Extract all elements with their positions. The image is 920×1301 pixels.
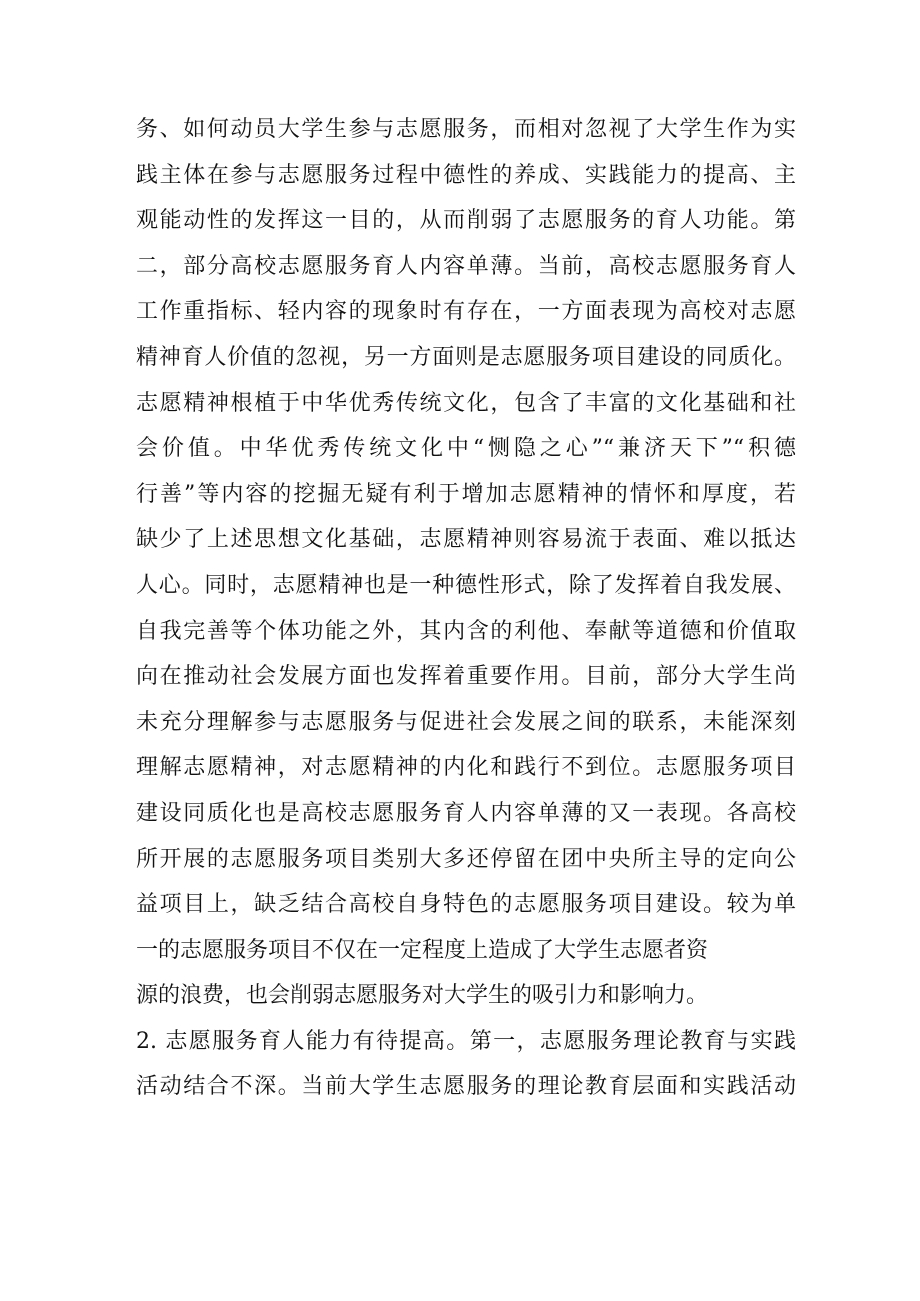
text-line: 人心。同时，志愿精神也是一种德性形式，除了发挥着自我发展、 — [136, 572, 796, 598]
text-line: 活动结合不深。当前大学生志愿服务的理论教育层面和实践活动 — [136, 1074, 796, 1100]
text-line: 益项目上，缺乏结合高校自身特色的志愿服务项目建设。较为单 — [136, 892, 796, 918]
section-heading-line: 2. 志愿服务育人能力有待提高。第一，志愿服务理论教育与实践 — [136, 1028, 796, 1054]
text-line: 务、如何动员大学生参与志愿服务，而相对忽视了大学生作为实 — [136, 117, 796, 142]
text-line: 践主体在参与志愿服务过程中德性的养成、实践能力的提高、主 — [136, 162, 796, 188]
text-line: 向在推动社会发展方面也发挥着重要作用。目前，部分大学生尚 — [136, 664, 796, 690]
text-line: 未充分理解参与志愿服务与促进社会发展之间的联系，未能深刻 — [136, 709, 796, 735]
text-line: 缺少了上述思想文化基础，志愿精神则容易流于表面、难以抵达 — [136, 527, 796, 553]
text-line: 自我完善等个体功能之外，其内含的利他、奉献等道德和价值取 — [136, 618, 796, 644]
paragraph-end-line: 源的浪费，也会削弱志愿服务对大学生的吸引力和影响力。 — [136, 983, 709, 1009]
text-line: 所开展的志愿服务项目类别大多还停留在团中央所主导的定向公 — [136, 846, 796, 872]
text-line: 建设同质化也是高校志愿服务育人内容单薄的又一表现。各高校 — [136, 800, 796, 826]
document-body — [136, 107, 796, 1110]
text-line: 志愿精神根植于中华优秀传统文化，包含了丰富的文化基础和社 — [136, 390, 796, 416]
text-line: 精神育人价值的忽视，另一方面则是志愿服务项目建设的同质化。 — [136, 344, 796, 370]
text-line: 一的志愿服务项目不仅在一定程度上造成了大学生志愿者资 — [136, 937, 709, 963]
text-line: 工作重指标、轻内容的现象时有存在，一方面表现为高校对志愿 — [136, 299, 796, 325]
text-line: 理解志愿精神，对志愿精神的内化和践行不到位。志愿服务项目 — [136, 755, 796, 781]
text-line: 会价值。中华优秀传统文化中“恻隐之心”“兼济天下”“积德 — [136, 436, 796, 462]
text-line: 观能动性的发挥这一目的，从而削弱了志愿服务的育人功能。第 — [136, 208, 796, 234]
text-line: 行善”等内容的挖掘无疑有利于增加志愿精神的情怀和厚度，若 — [136, 481, 796, 507]
text-line: 二，部分高校志愿服务育人内容单薄。当前，高校志愿服务育人 — [136, 253, 796, 279]
